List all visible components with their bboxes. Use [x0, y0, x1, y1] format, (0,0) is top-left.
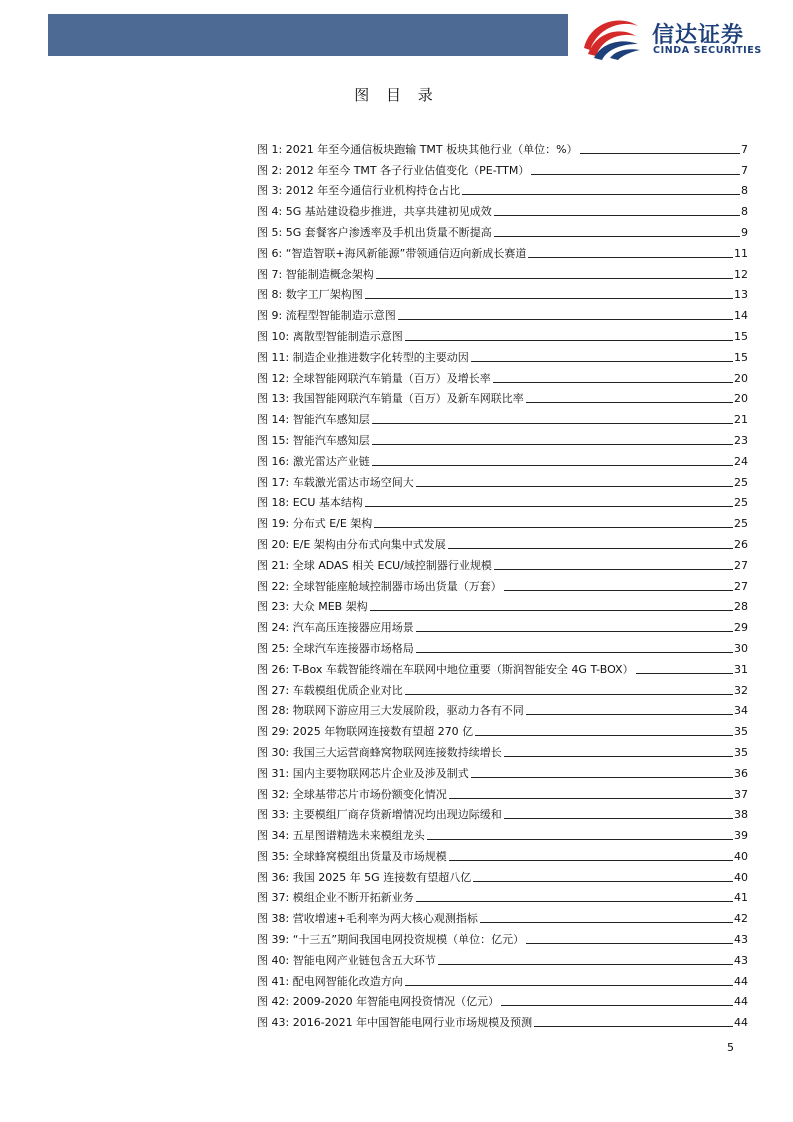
- toc-page-number: 38: [734, 808, 748, 822]
- toc-entry[interactable]: [257, 717, 748, 738]
- figure-title: 智能汽车感知层: [292, 433, 370, 447]
- toc-page-number: 37: [734, 787, 748, 801]
- toc-entry-label: [257, 704, 524, 717]
- figure-title: 车载模组优质企业对比: [292, 683, 403, 697]
- toc-entry[interactable]: [257, 364, 748, 385]
- toc-entry-label: [257, 413, 370, 426]
- figure-number: 图 23:: [257, 600, 290, 614]
- toc-leader-line: [493, 381, 733, 383]
- toc-entry[interactable]: [257, 135, 748, 156]
- toc-page-number: 20: [734, 392, 748, 406]
- figure-title: 我国 2025 年 5G 连接数有望超八亿: [292, 870, 472, 884]
- toc-leader-line: [365, 297, 733, 299]
- toc-entry-label: [257, 247, 526, 260]
- figure-number: 图 2:: [257, 163, 283, 177]
- figure-title: 2021 年至今通信板块跑输 TMT 板块其他行业（单位：%）: [285, 142, 578, 156]
- toc-leader-line: [448, 547, 733, 549]
- toc-entry[interactable]: [257, 780, 748, 801]
- page-number: 5: [727, 1041, 734, 1054]
- toc-page-number: 15: [734, 329, 748, 343]
- figure-title: 2009-2020 年智能电网投资情况（亿元）: [292, 995, 500, 1009]
- figure-title: 模组企业不断开拓新业务: [292, 891, 414, 905]
- figure-number: 图 33:: [257, 808, 290, 822]
- toc-page-number: 41: [734, 891, 748, 905]
- toc-leader-line: [471, 360, 733, 362]
- toc-entry-label: [257, 725, 473, 738]
- figure-number: 图 37:: [257, 891, 290, 905]
- toc-page-number: 7: [741, 142, 748, 156]
- toc-entry-label: [257, 309, 396, 322]
- toc-page-number: 43: [734, 953, 748, 967]
- toc-leader-line: [494, 214, 740, 216]
- toc-entry[interactable]: [257, 697, 748, 718]
- toc-title: 图 目 录: [354, 86, 439, 104]
- figure-number: 图 29:: [257, 725, 290, 739]
- toc-entry[interactable]: [257, 156, 748, 177]
- toc-page-number: 29: [734, 621, 748, 635]
- toc-entry-label: [257, 288, 363, 301]
- toc-entry-label: [257, 226, 492, 239]
- figure-title: 主要模组厂商存货新增情况均出现边际缓和: [292, 808, 502, 822]
- figure-number: 图 17:: [257, 475, 290, 489]
- figure-number: 图 4:: [257, 205, 283, 219]
- figure-number: 图 8:: [257, 288, 283, 302]
- toc-entry[interactable]: [257, 218, 748, 239]
- toc-entry-label: [257, 850, 447, 863]
- toc-entry-label: [257, 642, 414, 655]
- toc-page-number: 35: [734, 725, 748, 739]
- toc-leader-line: [449, 859, 733, 861]
- toc-page-number: 30: [734, 641, 748, 655]
- toc-entry[interactable]: [257, 967, 748, 988]
- toc-leader-line: [504, 817, 733, 819]
- figure-number: 图 25:: [257, 641, 290, 655]
- toc-entry[interactable]: [257, 322, 748, 343]
- toc-entry-label: [257, 808, 502, 821]
- toc-page-number: 31: [734, 662, 748, 676]
- logo-english-name: CINDA SECURITIES: [653, 45, 762, 56]
- table-of-figures: [257, 135, 748, 1029]
- toc-entry-label: [257, 455, 370, 468]
- toc-page-number: 36: [734, 766, 748, 780]
- figure-number: 图 9:: [257, 309, 283, 323]
- toc-entry-label: [257, 268, 374, 281]
- figure-number: 图 16:: [257, 454, 290, 468]
- toc-entry-label: [257, 143, 578, 156]
- toc-leader-line: [475, 734, 733, 736]
- toc-leader-line: [504, 589, 733, 591]
- figure-number: 图 20:: [257, 537, 290, 551]
- figure-title: 全球智能网联汽车销量（百万）及增长率: [292, 371, 491, 385]
- toc-entry-label: [257, 476, 414, 489]
- toc-entry-label: [257, 767, 469, 780]
- toc-entry-label: [257, 1016, 532, 1029]
- toc-page-number: 42: [734, 912, 748, 926]
- figure-title: 2012 年至今通信行业机构持仓占比: [285, 184, 461, 198]
- cinda-logo: [580, 14, 780, 60]
- toc-page-number: 27: [734, 558, 748, 572]
- figure-title: 全球蜂窝模组出货量及市场规模: [292, 849, 447, 863]
- toc-entry[interactable]: [257, 572, 748, 593]
- toc-entry-label: [257, 995, 499, 1008]
- toc-page-number: 23: [734, 433, 748, 447]
- figure-number: 图 7:: [257, 267, 283, 281]
- figure-number: 图 14:: [257, 413, 290, 427]
- toc-entry[interactable]: [257, 405, 748, 426]
- figure-title: 5G 套餐客户渗透率及手机出货量不断提高: [285, 225, 492, 239]
- toc-page-number: 25: [734, 496, 748, 510]
- toc-entry-label: [257, 538, 446, 551]
- toc-leader-line: [471, 776, 733, 778]
- toc-entry[interactable]: [257, 426, 748, 447]
- toc-page-number: 15: [734, 350, 748, 364]
- figure-number: 图 15:: [257, 433, 290, 447]
- toc-leader-line: [438, 963, 733, 965]
- toc-leader-line: [416, 651, 733, 653]
- figure-title: 五星图谱精选未来模组龙头: [292, 829, 425, 843]
- figure-number: 图 13:: [257, 392, 290, 406]
- figure-title: 我国智能网联汽车销量（百万）及新车网联比率: [292, 392, 524, 406]
- toc-entry[interactable]: [257, 988, 748, 1009]
- toc-entry-label: [257, 746, 502, 759]
- figure-number: 图 26:: [257, 662, 290, 676]
- toc-page-number: 26: [734, 537, 748, 551]
- figure-title: 营收增速+毛利率为两大核心观测指标: [292, 912, 478, 926]
- toc-page-number: 8: [741, 205, 748, 219]
- toc-page-number: 25: [734, 475, 748, 489]
- toc-leader-line: [449, 797, 733, 799]
- toc-page-number: 40: [734, 870, 748, 884]
- toc-page-number: 35: [734, 745, 748, 759]
- figure-title: 全球智能座舱域控制器市场出货量（万套）: [292, 579, 502, 593]
- toc-entry[interactable]: [257, 863, 748, 884]
- figure-title: 2012 年至今 TMT 各子行业估值变化（PE-TTM）: [285, 163, 530, 177]
- toc-entry[interactable]: [257, 676, 748, 697]
- figure-title: 2016-2021 年中国智能电网行业市场规模及预测: [292, 1016, 533, 1030]
- figure-number: 图 19:: [257, 517, 290, 531]
- figure-number: 图 11:: [257, 350, 290, 364]
- toc-entry-label: [257, 372, 491, 385]
- toc-page-number: 21: [734, 413, 748, 427]
- toc-leader-line: [580, 152, 740, 154]
- figure-title: 制造企业推进数字化转型的主要动因: [292, 350, 469, 364]
- toc-leader-line: [372, 443, 733, 445]
- toc-entry[interactable]: [257, 281, 748, 302]
- toc-entry-label: [257, 164, 529, 177]
- toc-leader-line: [534, 1025, 733, 1027]
- toc-page-number: 14: [734, 309, 748, 323]
- toc-leader-line: [636, 672, 733, 674]
- figure-title: 国内主要物联网芯片企业及涉及制式: [292, 766, 469, 780]
- toc-entry-label: [257, 205, 492, 218]
- toc-entry[interactable]: [257, 551, 748, 572]
- toc-entry[interactable]: [257, 489, 748, 510]
- figure-number: 图 1:: [257, 142, 283, 156]
- toc-entry[interactable]: [257, 593, 748, 614]
- toc-leader-line: [365, 505, 733, 507]
- figure-number: 图 21:: [257, 558, 290, 572]
- toc-leader-line: [405, 984, 733, 986]
- toc-leader-line: [416, 900, 733, 902]
- toc-leader-line: [427, 838, 733, 840]
- figure-title: 车载激光雷达市场空间大: [292, 475, 414, 489]
- figure-title: 智能电网产业链包含五大环节: [292, 953, 436, 967]
- toc-entry[interactable]: [257, 821, 748, 842]
- figure-number: 图 12:: [257, 371, 290, 385]
- toc-leader-line: [504, 755, 733, 757]
- figure-title: 全球 ADAS 相关 ECU/域控制器行业规模: [292, 558, 492, 572]
- figure-title: “智造智联+海风新能源”带领通信迈向新成长赛道: [285, 246, 527, 260]
- toc-leader-line: [416, 630, 733, 632]
- toc-leader-line: [531, 173, 740, 175]
- toc-page-number: 44: [734, 995, 748, 1009]
- toc-leader-line: [494, 235, 740, 237]
- toc-page-number: 44: [734, 974, 748, 988]
- toc-entry-label: [257, 330, 403, 343]
- toc-leader-line: [374, 526, 733, 528]
- figure-title: 大众 MEB 架构: [292, 600, 368, 614]
- toc-entry[interactable]: [257, 509, 748, 530]
- toc-entry[interactable]: [257, 738, 748, 759]
- toc-entry-label: [257, 954, 436, 967]
- figure-number: 图 41:: [257, 974, 290, 988]
- figure-number: 图 43:: [257, 1016, 290, 1030]
- toc-entry[interactable]: [257, 759, 748, 780]
- toc-page-number: 20: [734, 371, 748, 385]
- toc-leader-line: [462, 193, 740, 195]
- toc-page-number: 25: [734, 517, 748, 531]
- toc-entry[interactable]: [257, 239, 748, 260]
- toc-page-number: 44: [734, 1016, 748, 1030]
- toc-leader-line: [494, 568, 733, 570]
- toc-page-number: 43: [734, 933, 748, 947]
- toc-leader-line: [526, 713, 733, 715]
- toc-entry[interactable]: [257, 946, 748, 967]
- toc-leader-line: [398, 318, 733, 320]
- toc-entry-label: [257, 580, 502, 593]
- toc-entry-label: [257, 975, 403, 988]
- toc-leader-line: [526, 942, 733, 944]
- toc-page-number: 32: [734, 683, 748, 697]
- toc-entry[interactable]: [257, 343, 748, 364]
- figure-title: 5G 基站建设稳步推进，共享共建初见成效: [285, 205, 492, 219]
- figure-number: 图 6:: [257, 246, 283, 260]
- figure-title: “十三五”期间我国电网投资规模（单位：亿元）: [292, 933, 525, 947]
- toc-entry[interactable]: [257, 385, 748, 406]
- toc-entry-label: [257, 871, 471, 884]
- toc-entry[interactable]: [257, 468, 748, 489]
- figure-number: 图 24:: [257, 621, 290, 635]
- toc-entry[interactable]: [257, 904, 748, 925]
- figure-title: 流程型智能制造示意图: [285, 309, 396, 323]
- figure-title: 配电网智能化改造方向: [292, 974, 403, 988]
- figure-title: 智能制造概念架构: [285, 267, 374, 281]
- figure-title: 激光雷达产业链: [292, 454, 370, 468]
- toc-page-number: 8: [741, 184, 748, 198]
- figure-number: 图 22:: [257, 579, 290, 593]
- toc-page-number: 39: [734, 829, 748, 843]
- figure-number: 图 3:: [257, 184, 283, 198]
- toc-leader-line: [372, 464, 733, 466]
- figure-title: 2025 年物联网连接数有望超 270 亿: [292, 725, 474, 739]
- figure-number: 图 5:: [257, 225, 283, 239]
- figure-number: 图 30:: [257, 745, 290, 759]
- figure-title: 全球汽车连接器市场格局: [292, 641, 414, 655]
- toc-entry[interactable]: [257, 447, 748, 468]
- toc-entry-label: [257, 496, 363, 509]
- figure-title: 智能汽车感知层: [292, 413, 370, 427]
- toc-leader-line: [376, 277, 733, 279]
- toc-entry-label: [257, 600, 368, 613]
- figure-title: E/E 架构由分布式向集中式发展: [292, 537, 446, 551]
- figure-title: 物联网下游应用三大发展阶段，驱动力各有不同: [292, 704, 524, 718]
- cinda-logo-mark-icon: [580, 14, 642, 60]
- toc-entry-label: [257, 559, 492, 572]
- toc-page-number: 9: [741, 225, 748, 239]
- toc-entry-label: [257, 621, 414, 634]
- toc-leader-line: [473, 880, 733, 882]
- logo-chinese-name: 信达证券: [652, 23, 745, 48]
- toc-entry[interactable]: [257, 613, 748, 634]
- figure-number: 图 39:: [257, 933, 290, 947]
- toc-entry[interactable]: [257, 1008, 748, 1029]
- toc-entry-label: [257, 517, 372, 530]
- figure-number: 图 36:: [257, 870, 290, 884]
- figure-number: 图 42:: [257, 995, 290, 1009]
- figure-number: 图 32:: [257, 787, 290, 801]
- toc-page-number: 24: [734, 454, 748, 468]
- figure-number: 图 10:: [257, 329, 290, 343]
- toc-leader-line: [526, 401, 733, 403]
- figure-title: ECU 基本结构: [292, 496, 363, 510]
- figure-title: 汽车高压连接器应用场景: [292, 621, 414, 635]
- figure-number: 图 18:: [257, 496, 290, 510]
- toc-entry[interactable]: [257, 634, 748, 655]
- toc-entry[interactable]: [257, 197, 748, 218]
- figure-number: 图 28:: [257, 704, 290, 718]
- toc-entry-label: [257, 912, 478, 925]
- toc-leader-line: [416, 485, 733, 487]
- toc-entry[interactable]: [257, 177, 748, 198]
- toc-page-number: 34: [734, 704, 748, 718]
- toc-entry[interactable]: [257, 301, 748, 322]
- toc-entry[interactable]: [257, 884, 748, 905]
- toc-page-number: 40: [734, 849, 748, 863]
- toc-entry-label: [257, 788, 447, 801]
- toc-entry-label: [257, 829, 425, 842]
- toc-entry[interactable]: [257, 655, 748, 676]
- toc-entry-label: [257, 891, 414, 904]
- toc-page-number: 11: [734, 246, 748, 260]
- figure-title: 全球基带芯片市场份额变化情况: [292, 787, 447, 801]
- toc-leader-line: [501, 1004, 733, 1006]
- toc-entry-label: [257, 684, 403, 697]
- toc-page-number: 13: [734, 288, 748, 302]
- toc-leader-line: [480, 921, 733, 923]
- toc-entry-label: [257, 184, 460, 197]
- figure-number: 图 27:: [257, 683, 290, 697]
- toc-leader-line: [372, 422, 733, 424]
- toc-entry[interactable]: [257, 530, 748, 551]
- toc-entry[interactable]: [257, 842, 748, 863]
- toc-entry[interactable]: [257, 801, 748, 822]
- figure-number: 图 38:: [257, 912, 290, 926]
- toc-entry-label: [257, 392, 524, 405]
- toc-entry-label: [257, 351, 469, 364]
- header-bar: [48, 14, 568, 56]
- toc-page-number: 7: [741, 163, 748, 177]
- figure-number: 图 31:: [257, 766, 290, 780]
- toc-leader-line: [405, 693, 733, 695]
- figure-number: 图 34:: [257, 829, 290, 843]
- toc-entry-label: [257, 933, 524, 946]
- figure-title: T-Box 车载智能终端在车联网中地位重要（斯润智能安全 4G T-BOX）: [292, 662, 634, 676]
- toc-leader-line: [405, 339, 733, 341]
- toc-leader-line: [528, 256, 733, 258]
- toc-page-number: 28: [734, 600, 748, 614]
- figure-title: 分布式 E/E 架构: [292, 517, 373, 531]
- figure-title: 离散型智能制造示意图: [292, 329, 403, 343]
- toc-leader-line: [370, 609, 733, 611]
- figure-number: 图 40:: [257, 953, 290, 967]
- figure-number: 图 35:: [257, 849, 290, 863]
- toc-entry[interactable]: [257, 925, 748, 946]
- toc-entry-label: [257, 434, 370, 447]
- toc-entry[interactable]: [257, 260, 748, 281]
- toc-page-number: 12: [734, 267, 748, 281]
- toc-entry-label: [257, 663, 634, 676]
- figure-title: 数字工厂架构图: [285, 288, 363, 302]
- figure-title: 我国三大运营商蜂窝物联网连接数持续增长: [292, 745, 502, 759]
- toc-page-number: 27: [734, 579, 748, 593]
